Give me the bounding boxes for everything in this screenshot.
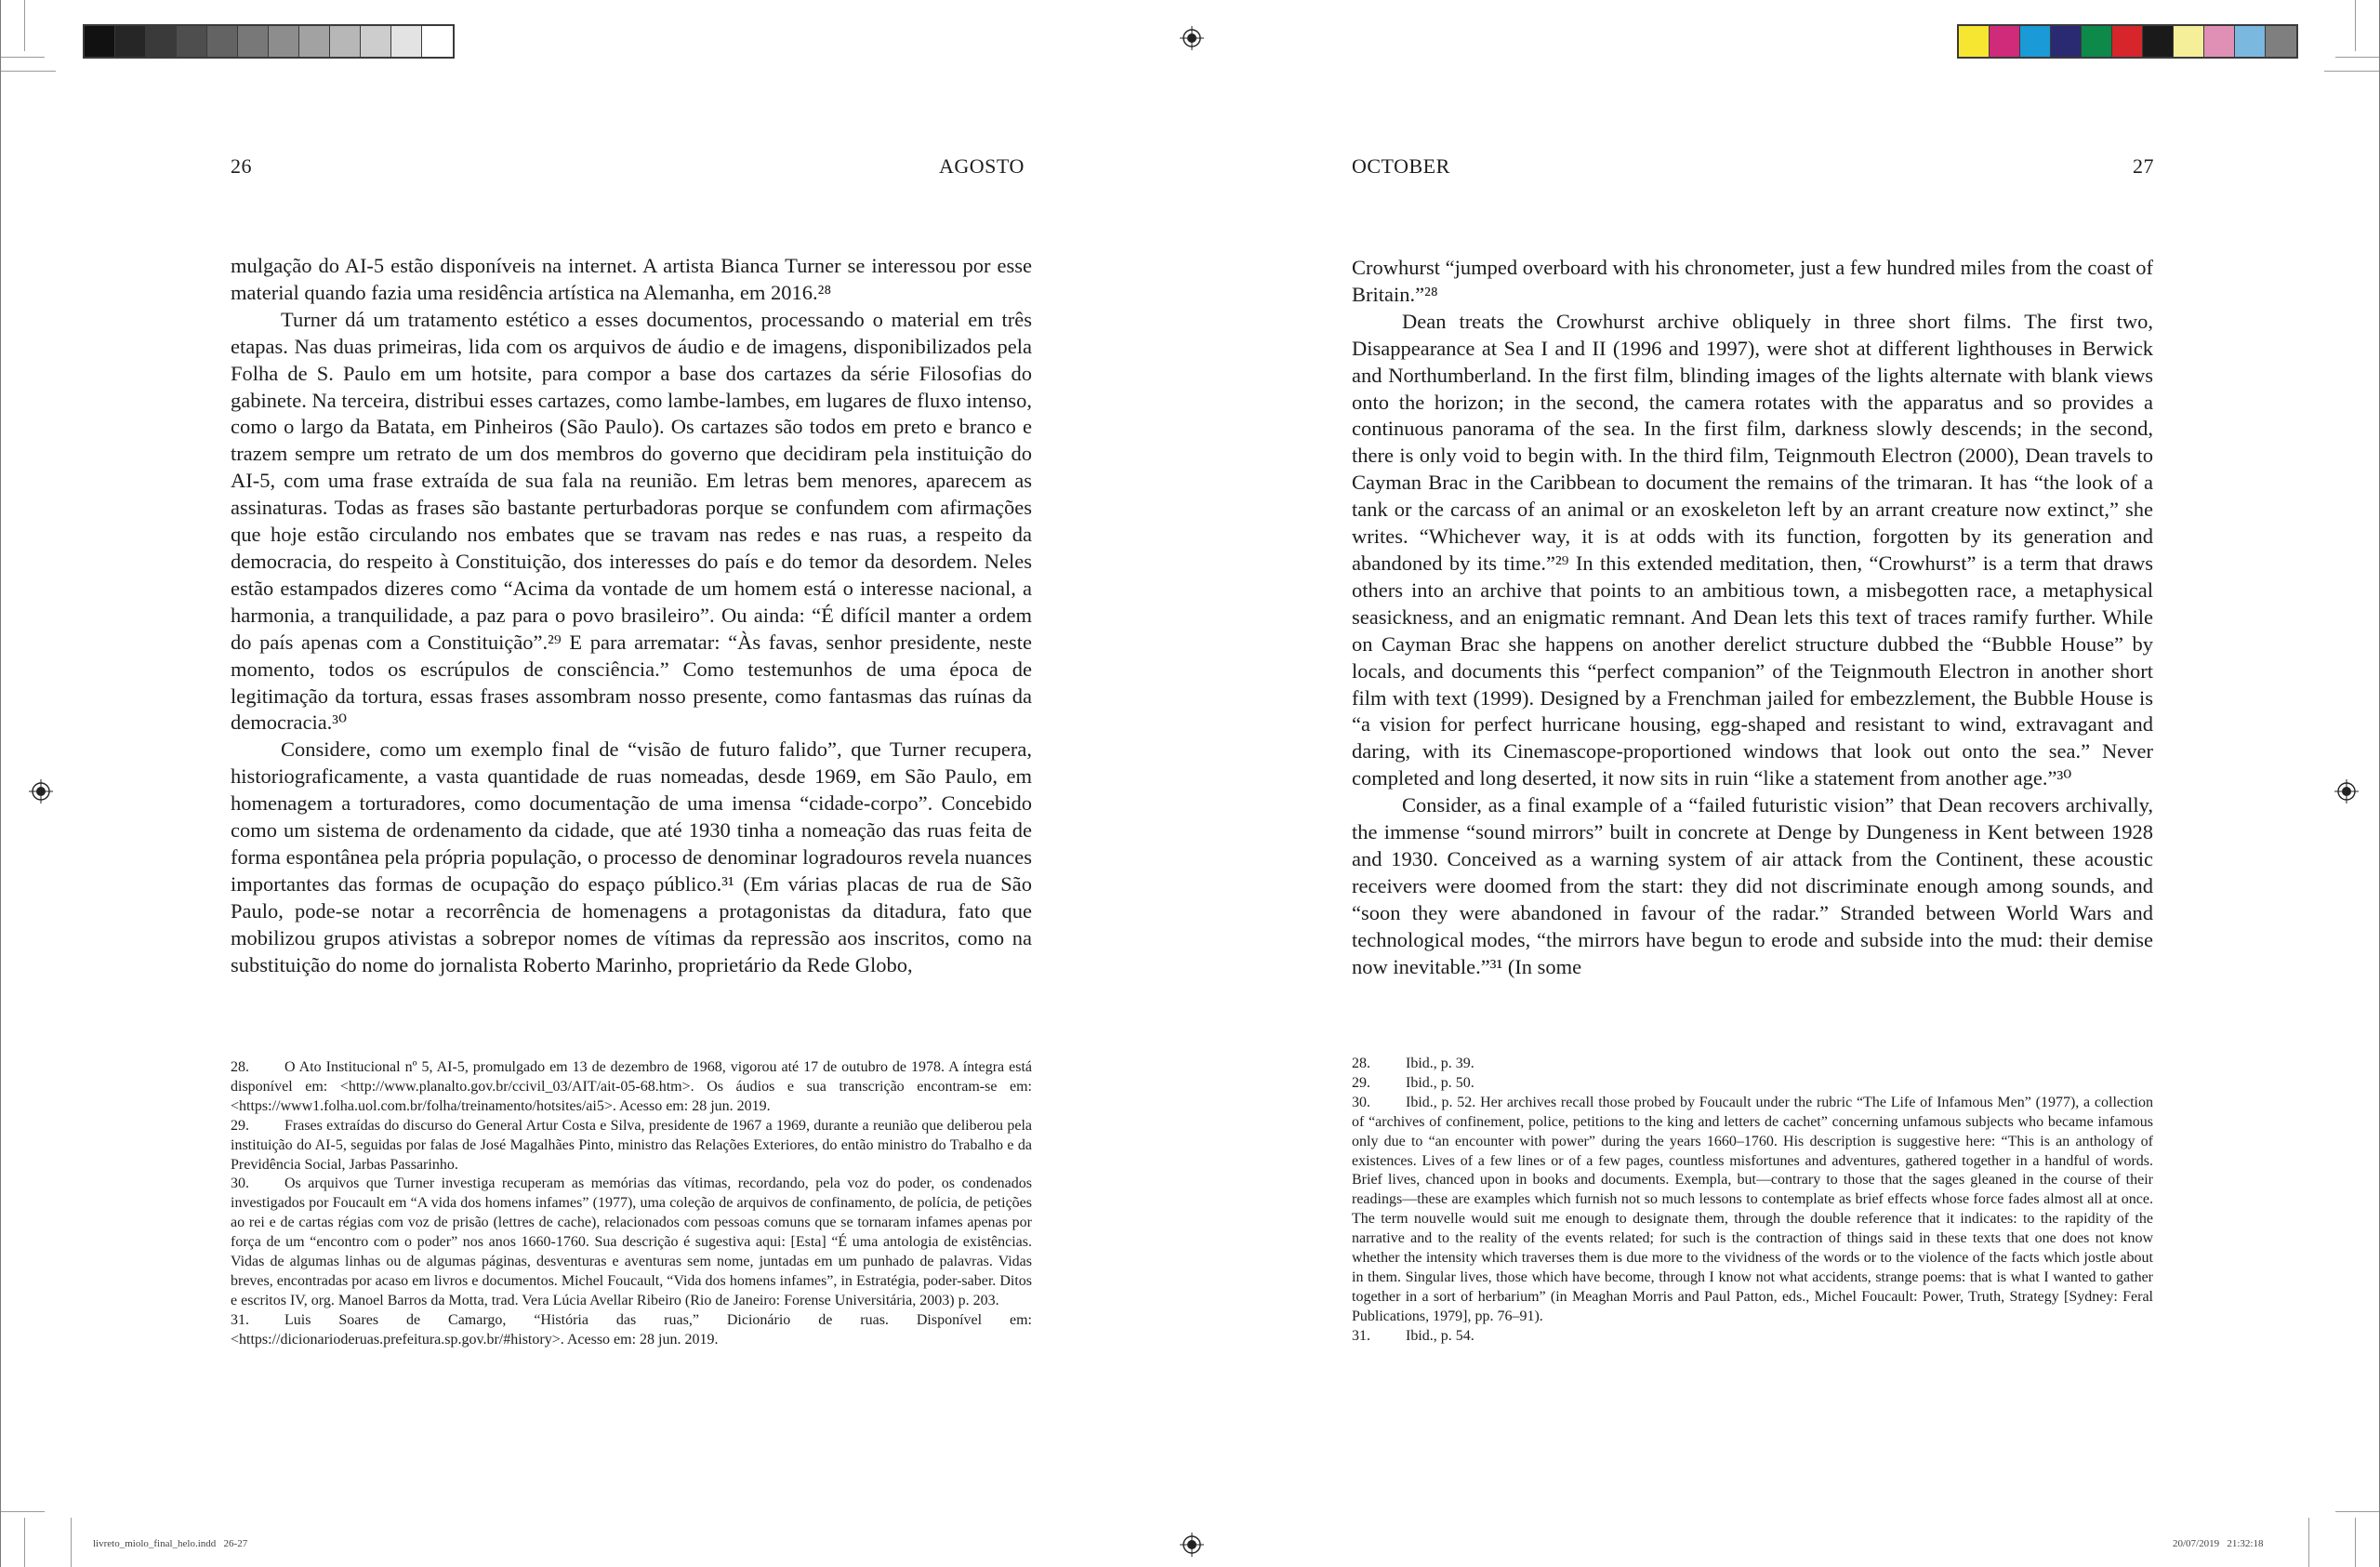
process-color-bar	[1957, 24, 2298, 59]
paragraph: Consider, as a final example of a “failed futuristic vision” that Dean recovers archivally, the immense “sound mirrors” built in concrete at Denge by Dungeness in Kent between 1928 and 1930. Conceived as a warning system of air attack from the Continent, these acoustic receivers were doomed from the start: they did not discriminate enough among sounds, and “soon they were abandoned in favour of the radar.” Stranded between World Wars and technological modes, “the mirrors have begun to erode and subside into the mud: their demise now inevitable.”³¹ (In some	[1352, 793, 2153, 978]
footnote-text: Ibid., p. 50.	[1406, 1074, 1474, 1091]
color-swatch	[1990, 26, 2020, 57]
footnote-number: 30.	[231, 1175, 249, 1192]
color-swatch	[2143, 26, 2174, 57]
crop-mark	[2324, 71, 2380, 72]
slug-filename: livreto_miolo_final_helo.indd 26-27	[93, 1538, 248, 1549]
color-swatch	[2082, 26, 2112, 57]
footnote-text: Luis Soares de Camargo, “História das ruas,” Dicionário de ruas. Disponível em: <https://dicionarioderuas.prefeitura.sp.gov.br/#history>. Acesso em: 28 jun. 2019.	[231, 1311, 1032, 1348]
footnote-text: Frases extraídas do discurso do General Artur Costa e Silva, presidente de 1967 a 1969, durante a reunião que deliberou pela instituição do AI-5, seguidas por falas de José Magalhães Pinto, ministro das Relações Exteriores, do então ministro do Trabalho e da Previdência Social, Jarbas Passarinho.	[231, 1117, 1032, 1173]
paragraph: Considere, como um exemplo final de “visão de futuro falido”, que Turner recupera, historiograficamente, a vasta quantidade de ruas nomeadas, desde 1969, em São Paulo, em homenagem a torturadores, como documentação de uma imensa “cidade-corpo”. Concebido como um sistema de ordenamento da cidade, que até 1930 tinha a nomeação das ruas feita de forma espontânea pela própria população, o processo de denominar logradouros revela nuances importantes das formas de ocupação do espaço público.³¹ (Em várias placas de rua de São Paulo, pode-se notar a recorrência de homenagens a protagonistas da ditadura, fato que mobilizou grupos ativistas a sobrepor nomes de vítimas da repressão aos inscritos, como na substituição do nome do jornalista Roberto Marinho, proprietário da Rede Globo,	[231, 737, 1032, 976]
paragraph: mulgação do AI-5 estão disponíveis na internet. A artista Bianca Turner se interessou por esse material quando fazia uma residência artística na Alemanha, em 2016.²⁸	[231, 254, 1032, 304]
footnote-text: Ibid., p. 52. Her archives recall those probed by Foucault under the rubric “The Life of Infamous Men” (1977), a collection of “archives of confinement, police, petitions to the king and letters de cachet” concerning unfamous subjects who became infamous only due to “an encounter with power” during the years 1660–1760. His description is suggestive here: “This is an anthology of existences. Lives of a few lines or of a few pages, countless misfortunes and adventures, gathered together in a handful of words. Brief lives, chanced upon in books and documents. Exempla, but—contrary to those that the sages gleaned in the course of their readings—these are examples which furnish not so much lessons to contemplate as brief effects whose force fades almost all at once. The term nouvelle would suit me enough to designate them, through the double reference that it indicates: to the rapidity of the narrative and to the reality of the events related; for such is the contraction of things said in these texts that one does not know whether the intensity which traverses them is due more to the vividness of the words or to the violence of the facts which jostle about in them. Singular lives, those which have become, through I know not what accidents, strange poems: that is what I wanted to gather together in a sort of herbarium” (in Meaghan Morris and Paul Patton, eds., Michel Foucault: Power, Truth, Strategy [Sydney: Feral Publications, 1979], pp. 76–91).	[1352, 1094, 2153, 1324]
color-swatch	[391, 26, 422, 57]
color-swatch	[2204, 26, 2235, 57]
crop-mark	[71, 1518, 72, 1567]
right-body-text	[1352, 255, 2153, 980]
footnote-number: 30.	[1352, 1094, 1370, 1110]
registration-mark-icon	[29, 779, 53, 803]
slug-timestamp: 20/07/2019 21:32:18	[2173, 1538, 2264, 1549]
footnote	[1352, 1327, 2153, 1347]
crop-mark	[2355, 0, 2356, 51]
paragraph: Dean treats the Crowhurst archive obliquely in three short films. The first two, Disappearance at Sea I and II (1996 and 1997), were shot at different lighthouses in Berwick and Northumberland. In the first film, blinding images of the lights alternate with blank views onto the horizon; in the second, the camera rotates with the apparatus and so provides a continuous panorama of the sea. In the first film, darkness slowly descends; in the second, there is only void to begin with. In the third film, Teignmouth Electron (2000), Dean travels to Cayman Brac in the Caribbean to document the remains of the trimaran. It has “the look of a tank or the carcass of an animal or an exoskeleton left by an arrant creature now extinct,” she writes. “Whichever way, it is at odds with its function, forgotten by its generation and abandoned by its time.”²⁹ In this extended meditation, then, “Crowhurst” is a term that draws others into an archive that points to an ambitious town, a misbegotten race, a metaphysical seasickness, and an enigmatic remnant. And Dean lets this text of traces ramify further. While on Cayman Brac she happens on another derelict structure dubbed the “Bubble House” by locals, and documents this “perfect companion” of the Teignmouth Electron in another short film with text (1999). Designed by a Frenchman jailed for embezzlement, the Bubble House is “a vision for perfect hurricane housing, egg-shaped and resistant to wind, extravagant and daring, with its Cinemascope-proportioned windows that look out onto the sea.” Never completed and long deserted, it now sits in ruin “like a statement from another age.”³⁰	[1352, 309, 2153, 790]
footnote	[1352, 1094, 2153, 1327]
footnote-number: 28.	[1352, 1056, 1370, 1071]
left-running-head: AGOSTO	[939, 154, 1025, 178]
left-page-number: 26	[231, 154, 252, 178]
crop-mark	[24, 0, 25, 51]
footnote	[231, 1175, 1032, 1310]
color-swatch	[1959, 26, 1990, 57]
color-swatch	[2174, 26, 2204, 57]
right-running-head: OCTOBER	[1352, 154, 1450, 178]
crop-mark	[2335, 57, 2380, 58]
right-page-number: 27	[2133, 154, 2154, 178]
color-swatch	[115, 26, 146, 57]
crop-mark	[2308, 1518, 2309, 1567]
color-swatch	[85, 26, 115, 57]
paragraph: Crowhurst “jumped overboard with his chronometer, just a few hundred miles from the coast of Britain.”²⁸	[1352, 256, 2154, 306]
color-swatch	[238, 26, 269, 57]
color-swatch	[2051, 26, 2082, 57]
color-swatch	[269, 26, 299, 57]
crop-mark	[2335, 1511, 2380, 1512]
footnote-text: Os arquivos que Turner investiga recuperam as memórias das vítimas, recordando, pela voz do poder, os condenados investigados por Foucault em “A vida dos homens infames” (1977), uma coleção de arquivos de confinamento, de polícia, de petições ao rei e de cartas régias com voz de prisão (lettres de cache), relacionados com pessoas comuns que se tornaram infames apenas por força de um “encontro com o poder” nos anos 1660-1760. Sua descrição é sugestiva aqui: [Esta] “É uma antologia de existências. Vidas de algumas linhas ou de algumas páginas, desventuras e aventuras sem nome, juntadas em um punhado de palavras. Vidas breves, encontradas por acaso em livros e documentos. Michel Foucault, “Vida dos homens infames”, in Estratégia, poder-saber. Ditos e escritos IV, org. Manoel Barros da Motta, trad. Vera Lúcia Avellar Ribeiro (Rio de Janeiro: Forense Universitária, 2003) p. 203.	[231, 1175, 1032, 1308]
crop-mark	[0, 57, 45, 58]
left-body-text	[231, 253, 1032, 978]
color-swatch	[2266, 26, 2296, 57]
footnote-text: O Ato Institucional nº 5, AI-5, promulgado em 13 de dezembro de 1968, vigorou até 17 de outubro de 1978. A íntegra está disponível em: <http://www.planalto.gov.br/ccivil_03/AIT/ait-05-68.htm>. Os áudios e sua transcrição encontram-se em: <https://www1.folha.uol.com.br/folha/treinamento/hotsites/ai5>. Acesso em: 28 jun. 2019.	[231, 1059, 1032, 1114]
footnote	[231, 1058, 1032, 1117]
grayscale-color-bar	[83, 24, 455, 59]
color-swatch	[146, 26, 177, 57]
right-footnotes	[1352, 1055, 2153, 1347]
footnote-number: 31.	[1352, 1327, 1370, 1344]
color-swatch	[207, 26, 238, 57]
paragraph: Turner dá um tratamento estético a esses documentos, processando o material em três etapas. Nas duas primeiras, lida com os arquivos de áudio e de imagens, disponibilizados pela Folha de S. Paulo em um hotsite, para compor a base dos cartazes da série Filosofias do gabinete. Na terceira, distribui esses cartazes, como lambe-lambes, em lugares de fluxo intenso, como o largo da Batata, em Pinheiros (São Paulo). Os cartazes são todos em preto e branco e trazem sempre um retrato de um dos membros do governo que decidiram pela instituição do AI-5, com uma frase extraída de sua fala na reunião. Em letras bem menores, aparecem as assinaturas. Todas as frases são bastante perturbadoras porque se confundem com afirmações que hoje estão circulando nos embates que se travam nas redes e nas ruas, a respeito da democracia, do respeito à Constituição, dos interesses do país e do temor da desordem. Neles estão estampados dizeres como “Acima da vontade de um homem está o interesse nacional, a harmonia, a tranquilidade, a paz para o povo brasileiro”. Ou ainda: “É difícil manter a ordem do país apenas com a Constituição”.²⁹ E para arrematar: “Às favas, senhor presidente, neste momento, todos os escrúpulos de consciência.” Como testemunhos de uma época de legitimação da tortura, essas frases assombram nosso presente, como fantasmas das ruínas da democracia.³⁰	[231, 307, 1032, 735]
footnote-text: Ibid., p. 39.	[1406, 1056, 1474, 1071]
color-swatch	[361, 26, 391, 57]
color-swatch	[299, 26, 330, 57]
crop-mark	[24, 1518, 25, 1567]
crop-mark	[0, 1511, 45, 1512]
footnote-number: 28.	[231, 1059, 249, 1075]
color-swatch	[2020, 26, 2051, 57]
footnote	[1352, 1055, 2153, 1074]
registration-mark-icon	[2334, 779, 2359, 803]
color-swatch	[177, 26, 207, 57]
color-swatch	[2112, 26, 2143, 57]
footnote-number: 29.	[231, 1117, 249, 1134]
crop-mark	[2355, 1518, 2356, 1567]
registration-mark-icon	[1180, 1533, 1204, 1557]
color-swatch	[2235, 26, 2266, 57]
crop-mark	[0, 71, 56, 72]
footnote	[231, 1311, 1032, 1350]
registration-mark-icon	[1180, 26, 1204, 50]
footnote-number: 31.	[231, 1311, 249, 1328]
left-footnotes	[231, 1058, 1032, 1350]
footnote	[1352, 1074, 2153, 1094]
footnote-number: 29.	[1352, 1074, 1370, 1091]
page-edge-line	[0, 0, 1, 1567]
color-swatch	[422, 26, 453, 57]
footnote-text: Ibid., p. 54.	[1406, 1327, 1474, 1344]
footnote	[231, 1117, 1032, 1175]
color-swatch	[330, 26, 361, 57]
